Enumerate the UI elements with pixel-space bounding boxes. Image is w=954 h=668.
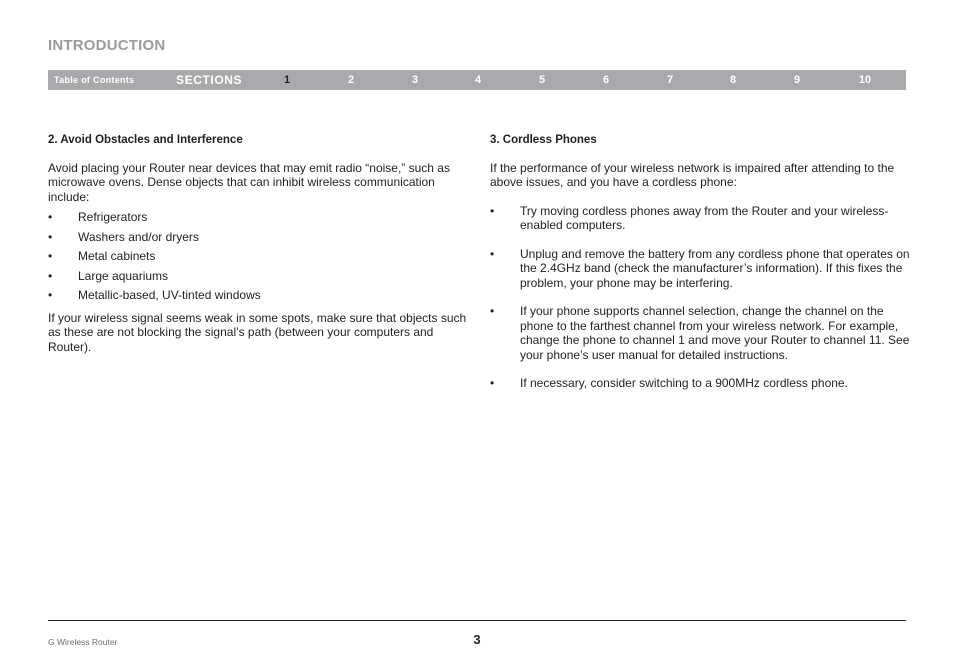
list-item: • Try moving cordless phones away from the Router and your wireless-enabled computers. bbox=[490, 203, 889, 232]
nav-section-8[interactable]: 8 bbox=[729, 74, 737, 86]
nav-section-4[interactable]: 4 bbox=[474, 74, 482, 86]
list-item: • If your phone supports channel selection, change the channel on the phone to the farthest channel from your wireless network. For example, change the phone to channel 1 and move your Router to channel 11. See your phone’s user manual for detailed instructions. bbox=[490, 304, 910, 362]
obstacles-heading: 2. Avoid Obstacles and Interference bbox=[48, 134, 243, 146]
footer-product-name: G Wireless Router bbox=[48, 637, 118, 647]
bullet-icon: • bbox=[48, 249, 53, 263]
left-column bbox=[48, 133, 468, 360]
right-column bbox=[490, 133, 910, 405]
list-item: • Refrigerators bbox=[48, 210, 148, 224]
list-item: • Washers and/or dryers bbox=[48, 229, 199, 244]
cordless-phones-list bbox=[490, 204, 910, 391]
obstacles-intro: Avoid placing your Router near devices that may emit radio “noise,” such as microwave ovens. Dense objects that can inhibit wireless communication include: bbox=[48, 160, 450, 204]
section-nav-bar bbox=[48, 70, 906, 90]
nav-section-7[interactable]: 7 bbox=[666, 74, 674, 86]
cordless-phones-heading: 3. Cordless Phones bbox=[490, 134, 597, 146]
bullet-icon: • bbox=[490, 203, 495, 218]
nav-section-5[interactable]: 5 bbox=[538, 74, 546, 86]
bullet-icon: • bbox=[490, 376, 495, 390]
bullet-icon: • bbox=[490, 304, 495, 318]
list-item: • Metal cabinets bbox=[48, 249, 156, 263]
obstacles-list bbox=[48, 210, 468, 303]
section-title: INTRODUCTION bbox=[48, 37, 166, 54]
nav-section-10[interactable]: 10 bbox=[858, 74, 872, 86]
footer-divider bbox=[48, 620, 906, 621]
table-of-contents-link[interactable]: Table of Contents bbox=[54, 75, 135, 85]
list-item: • Metallic-based, UV-tinted windows bbox=[48, 288, 261, 302]
nav-section-3[interactable]: 3 bbox=[411, 74, 419, 86]
bullet-icon: • bbox=[48, 288, 53, 302]
list-item: • If necessary, consider switching to a 900MHz cordless phone. bbox=[490, 376, 848, 390]
list-item: • Unplug and remove the battery from any cordless phone that operates on the 2.4GHz band (check the manufacturer’s information). If this fixes the problem, your phone may be interfering. bbox=[490, 246, 910, 290]
nav-section-1[interactable]: 1 bbox=[283, 74, 291, 86]
nav-section-9[interactable]: 9 bbox=[793, 74, 801, 86]
sections-label: SECTIONS bbox=[176, 73, 243, 87]
obstacles-outro: If your wireless signal seems weak in some spots, make sure that objects such as these are not blocking the signal’s path (between your computers and Router). bbox=[48, 310, 467, 354]
page-number: 3 bbox=[473, 632, 481, 647]
bullet-icon: • bbox=[490, 246, 495, 261]
list-item: • Large aquariums bbox=[48, 268, 169, 283]
cordless-phones-intro: If the performance of your wireless network is impaired after attending to the above issues, and you have a cordless phone: bbox=[490, 160, 895, 189]
nav-section-6[interactable]: 6 bbox=[602, 74, 610, 86]
bullet-icon: • bbox=[48, 210, 53, 224]
bullet-icon: • bbox=[48, 229, 53, 244]
bullet-icon: • bbox=[48, 268, 53, 283]
nav-section-2[interactable]: 2 bbox=[347, 74, 355, 86]
